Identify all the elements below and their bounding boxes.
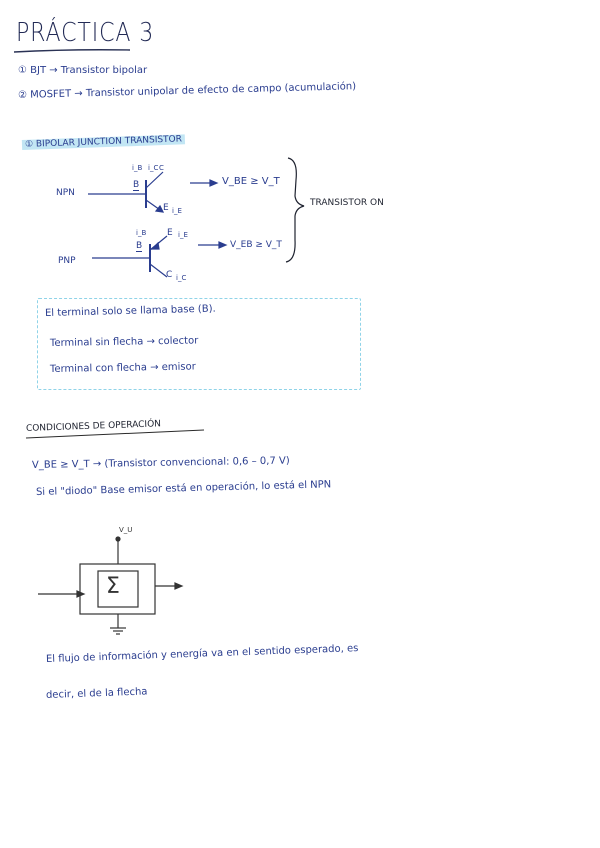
terminal-note-line-1: El terminal solo se llama base (B). — [44, 303, 216, 319]
npn-ib-label: i_B — [132, 164, 143, 172]
npn-ic-label: i_C — [148, 164, 159, 172]
pnp-ic-label: i_C — [176, 274, 187, 282]
pnp-ie-label: i_E — [178, 231, 188, 239]
sigma-symbol: Σ — [106, 574, 120, 599]
bjt-heading-text: ① BIPOLAR JUNCTION TRANSISTOR — [22, 134, 185, 150]
flow-line-1: El flujo de información y energía va en el sentido esperado, es — [45, 643, 359, 665]
supply-node-icon — [116, 537, 120, 541]
terminal-note-line-3: Terminal con flecha → emisor — [49, 361, 196, 375]
npn-b-label: B — [133, 180, 140, 190]
npn-c-label: C — [159, 164, 164, 172]
npn-label: NPN — [56, 188, 75, 198]
supply-label: V_U — [119, 526, 133, 534]
operation-line-1: V_BE ≥ V_T → (Transistor convencional: 0,6 – 0,7 V) — [31, 455, 290, 471]
npn-condition: V_BE ≥ V_T — [222, 176, 280, 187]
operation-line-2: Si el "diodo" Base emisor está en operación, lo está el NPN — [35, 479, 332, 498]
terminal-note-line-2: Terminal sin flecha → colector — [49, 335, 199, 349]
pnp-ib-label: i_B — [136, 229, 147, 237]
input-arrow-head-icon — [77, 591, 84, 597]
operation-heading: CONDICIONES DE OPERACIÓN — [25, 419, 162, 434]
output-arrow-head-icon — [175, 583, 182, 589]
pnp-e-label: E — [167, 228, 173, 238]
npn-ie-label: i_E — [172, 207, 182, 215]
transistor-on-label: TRANSISTOR ON — [310, 198, 384, 208]
pnp-label: PNP — [58, 256, 76, 266]
pnp-b-label: B — [136, 241, 143, 251]
pnp-condition: V_EB ≥ V_T — [230, 240, 282, 250]
page-title: PRÁCTICA 3 — [16, 18, 155, 48]
npn-e-label: E — [163, 203, 169, 213]
intro-item-bjt: ① BJT → Transistor bipolar — [18, 65, 148, 76]
flow-line-2: decir, el de la flecha — [45, 686, 148, 701]
pnp-c-label: C — [166, 270, 173, 280]
intro-item-mosfet: ② MOSFET → Transistor unipolar de efecto de campo (acumulación) — [17, 81, 357, 101]
